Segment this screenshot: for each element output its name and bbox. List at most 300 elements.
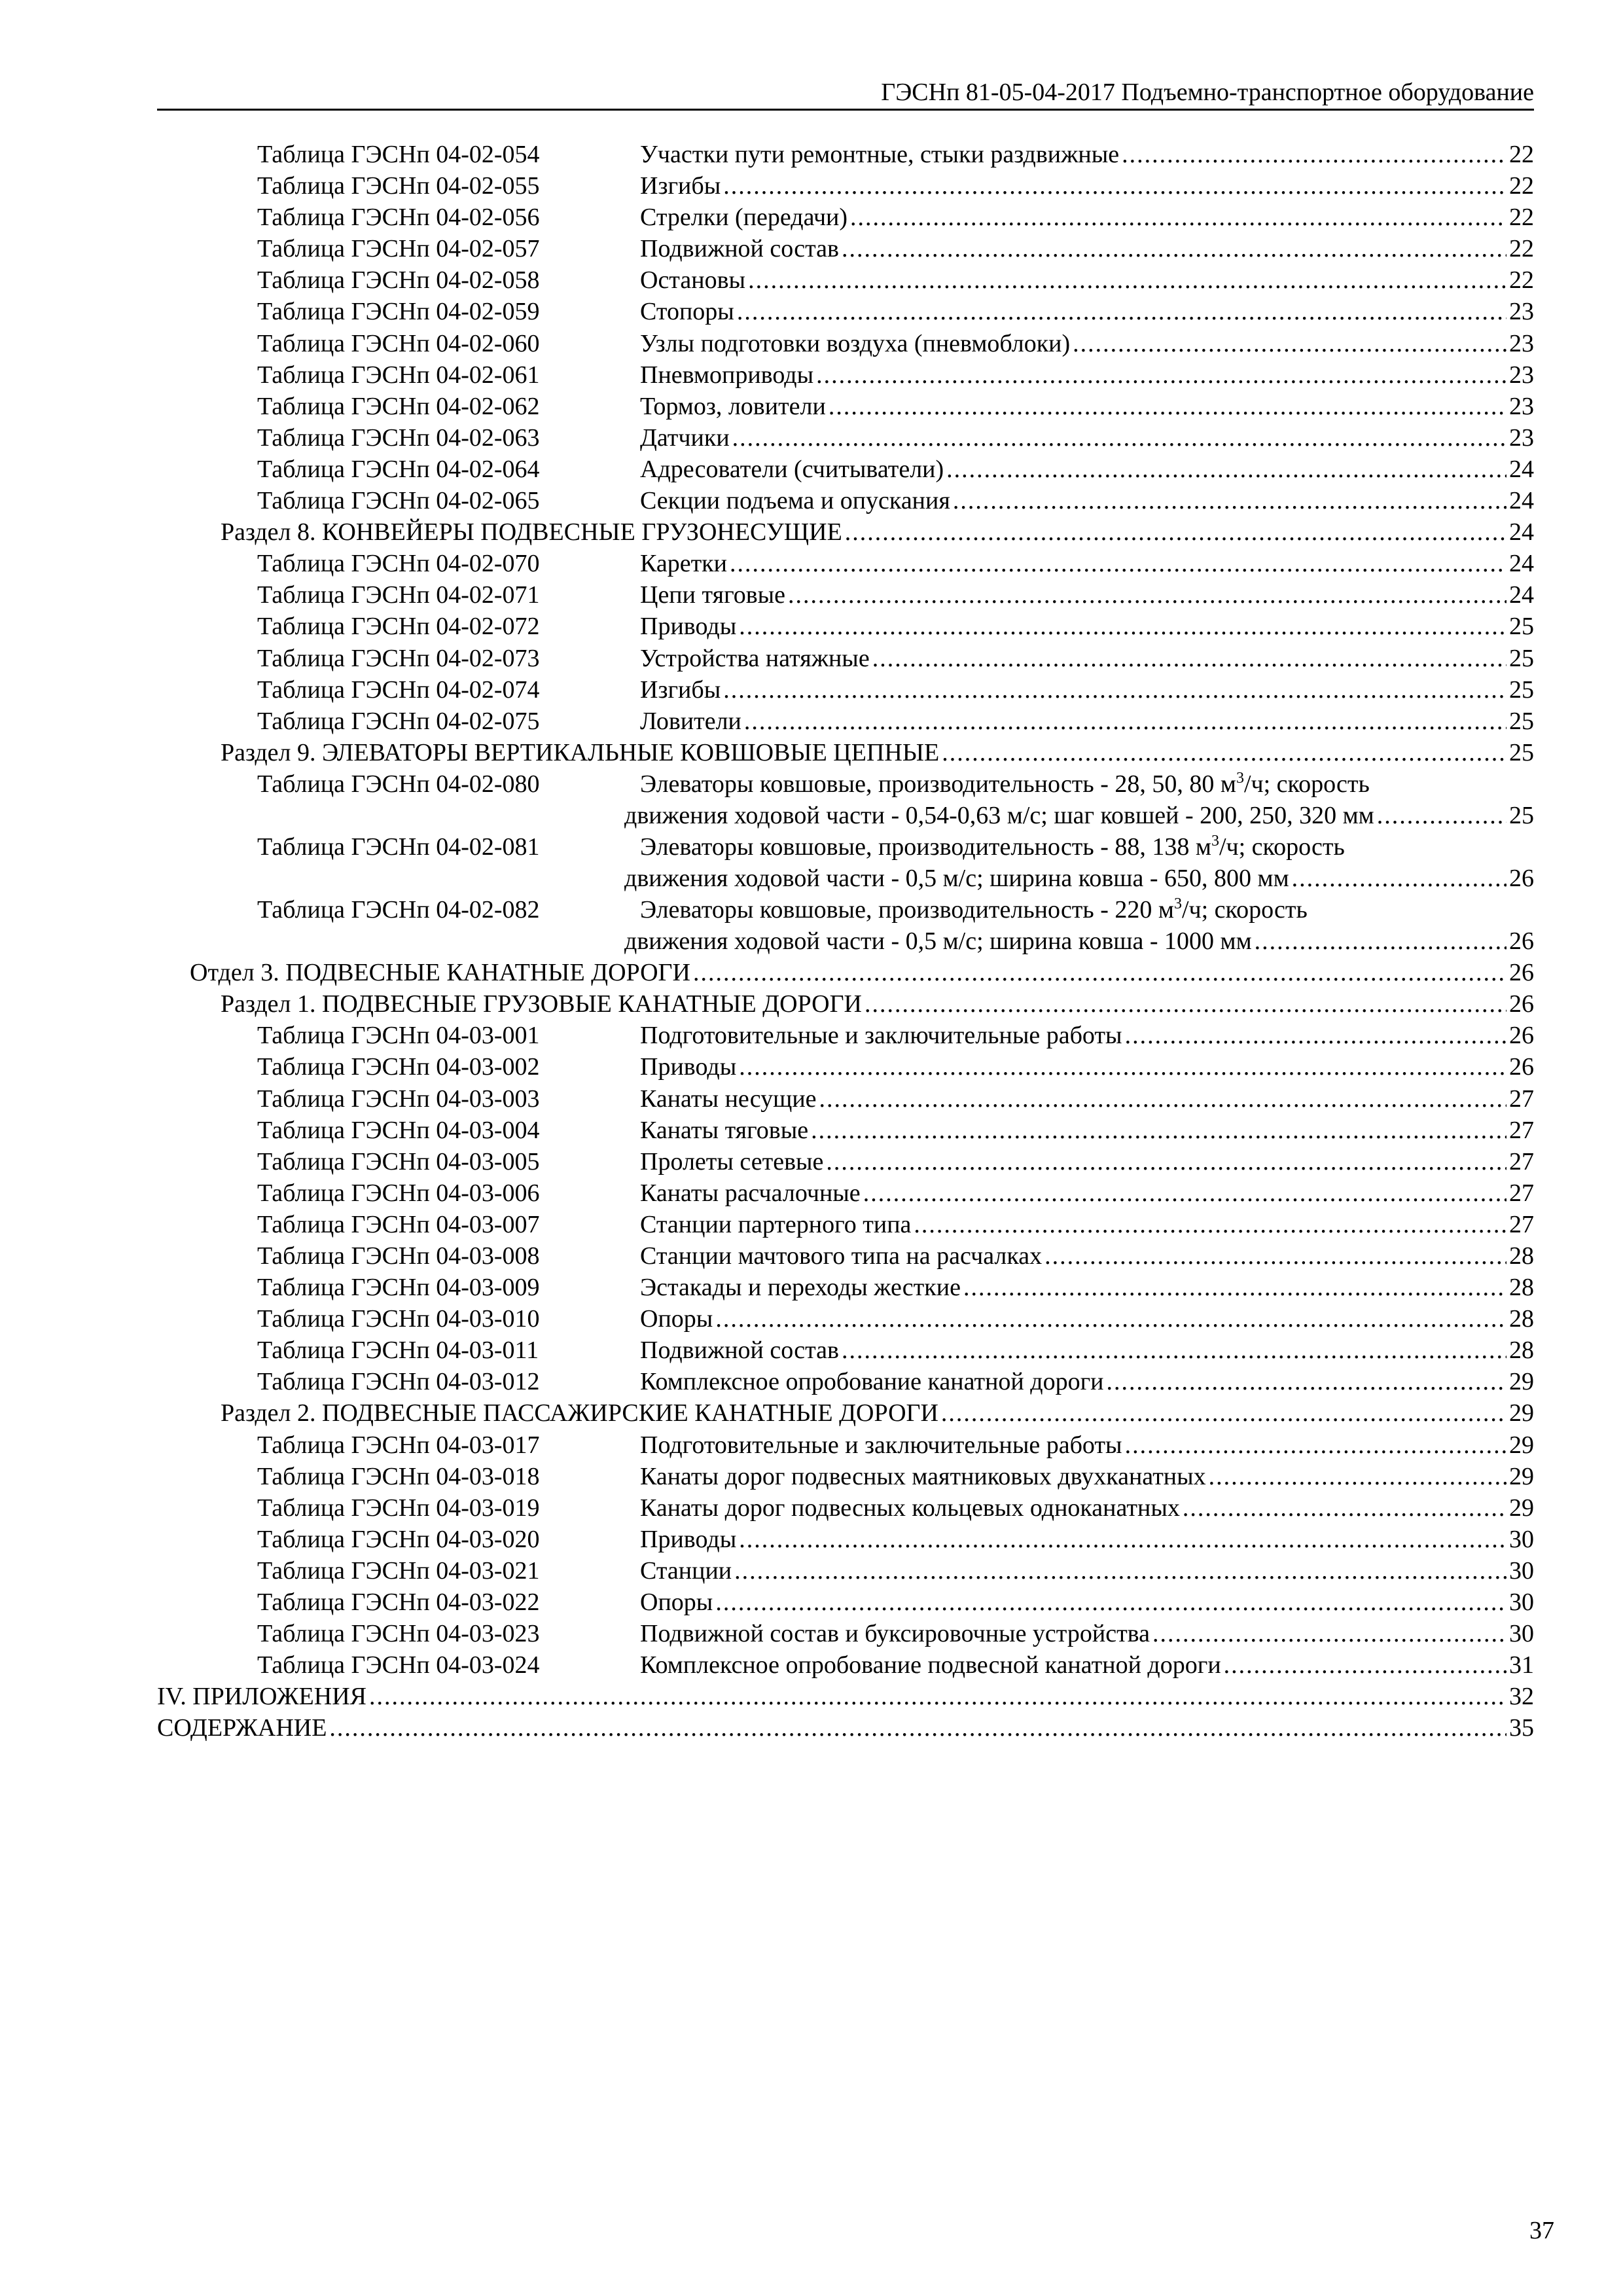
toc-leader-dots [946,454,1507,485]
toc-title-part: Элеваторы ковшовые, производительность - 88, 138 м [640,833,1211,861]
toc-leader-dots [1122,139,1507,170]
toc-entry-title: Подвижной состав и буксировочные устройства [640,1618,1152,1649]
toc-entry-title: Приводы [640,1524,739,1555]
toc-leader-group [640,485,1534,516]
toc-entry [0,1051,1623,1083]
toc-page-number: 28 [1509,1336,1534,1365]
toc-entry [0,1492,1623,1524]
toc-entry-title: Стопоры [640,296,737,327]
toc-page-number: 29 [1509,1399,1534,1427]
toc-table-code: Таблица ГЭСНп 04-03-010 [257,1305,540,1333]
toc-entry-title: Эстакады и переходы жесткие [640,1272,963,1303]
header-rule [157,109,1534,111]
toc-leader-group [640,1146,1534,1177]
toc-entry-title: Раздел 1. ПОДВЕСНЫЕ ГРУЗОВЫЕ КАНАТНЫЕ ДОРОГИ [221,988,865,1020]
toc-entry [0,957,1623,988]
running-header: ГЭСНп 81-05-04-2017 Подъемно-транспортное оборудование [881,79,1534,106]
toc-leader-group [640,233,1534,264]
toc-title-part: /ч; скорость [1181,896,1308,924]
table-of-contents [0,139,1623,1744]
toc-page-number: 23 [1509,423,1534,452]
toc-entry-title-line1 [640,768,1370,800]
toc-page-number: 26 [1509,1053,1534,1081]
toc-entry [0,1240,1623,1272]
toc-leader-dots [819,1083,1507,1115]
toc-title-part: /ч; скорость [1219,833,1345,861]
toc-entry [0,706,1623,737]
toc-leader-group [640,422,1534,454]
toc-page-number: 23 [1509,361,1534,389]
toc-leader-group [640,1587,1534,1618]
toc-entry-title: Подвижной состав [640,233,842,264]
toc-entry-title: СОДЕРЖАНИЕ [157,1712,329,1744]
toc-leader-dots [865,988,1507,1020]
toc-page-number: 27 [1509,1210,1534,1238]
toc-entry-title: Подготовительные и заключительные работы [640,1020,1125,1051]
toc-leader-dots [842,233,1507,264]
toc-page-number: 28 [1509,1305,1534,1333]
toc-entry [0,296,1623,327]
toc-leader-dots [850,202,1507,233]
toc-entry [0,1020,1623,1051]
toc-entry-title: Стрелки (передачи) [640,202,850,233]
toc-leader-group [640,1051,1534,1083]
toc-entry [0,233,1623,264]
toc-title-superscript: 3 [1211,832,1219,850]
toc-table-code: Таблица ГЭСНп 04-03-020 [257,1525,540,1553]
toc-entry [0,1712,1623,1744]
toc-page-number: 24 [1509,455,1534,483]
toc-leader-group [221,737,1534,768]
toc-title-superscript: 3 [1236,769,1244,787]
toc-leader-dots [1183,1492,1507,1524]
toc-entry-title: Остановы [640,264,748,296]
toc-page-number: 22 [1509,266,1534,295]
toc-page-number: 23 [1509,298,1534,326]
toc-page-number: 30 [1509,1525,1534,1553]
toc-leader-group [640,1303,1534,1335]
toc-leader-dots [941,1397,1507,1429]
toc-leader-dots [1125,1020,1507,1051]
toc-entry-title: Отдел 3. ПОДВЕСНЫЕ КАНАТНЫЕ ДОРОГИ [190,957,693,988]
toc-title-part: Элеваторы ковшовые, производительность - 28, 50, 80 м [640,770,1236,798]
toc-entry [0,579,1623,611]
toc-page-number: 26 [1509,990,1534,1018]
toc-entry [0,359,1623,391]
toc-leader-dots [1044,1240,1507,1272]
toc-entry [0,1272,1623,1303]
toc-page-number: 29 [1509,1431,1534,1459]
toc-page-number: 35 [1509,1714,1534,1742]
toc-table-code: Таблица ГЭСНп 04-03-017 [257,1431,540,1459]
toc-leader-group [190,957,1534,988]
toc-entry-title: движения ходовой части - 0,54-0,63 м/с; шаг ковшей - 200, 250, 320 мм [624,800,1377,831]
toc-entry-line [0,768,1623,800]
toc-leader-group [640,1366,1534,1397]
toc-table-code: Таблица ГЭСНп 04-02-054 [257,141,540,168]
toc-leader-group [640,1461,1534,1492]
toc-page-number: 26 [1509,1022,1534,1050]
toc-entry-title: Узлы подготовки воздуха (пневмоблоки) [640,328,1073,359]
toc-leader-group [640,548,1534,579]
toc-leader-dots [842,1335,1507,1366]
toc-title-part: Элеваторы ковшовые, производительность - 220 м [640,896,1174,924]
toc-table-code: Таблица ГЭСНп 04-02-057 [257,235,540,263]
toc-page-number: 28 [1509,1242,1534,1270]
toc-entry-title: Датчики [640,422,732,454]
toc-leader-group [640,643,1534,674]
toc-entry-title: Комплексное опробование канатной дороги [640,1366,1107,1397]
toc-table-code: Таблица ГЭСНп 04-03-024 [257,1651,540,1679]
toc-entry-title: Пневмоприводы [640,359,816,391]
toc-page-number: 27 [1509,1179,1534,1207]
toc-entry [0,1397,1623,1429]
toc-table-code: Таблица ГЭСНп 04-03-023 [257,1620,540,1648]
toc-leader-group [640,202,1534,233]
toc-page-number: 24 [1509,518,1534,547]
toc-leader-group [640,296,1534,327]
toc-leader-group [221,516,1534,548]
toc-table-code: Таблица ГЭСНп 04-02-064 [257,455,540,483]
toc-leader-group [640,454,1534,485]
toc-page-number: 22 [1509,141,1534,168]
toc-leader-dots [739,1051,1507,1083]
toc-leader-dots [730,548,1507,579]
toc-leader-group [640,706,1534,737]
toc-entry [0,674,1623,706]
toc-leader-dots [1107,1366,1507,1397]
toc-leader-dots [963,1272,1507,1303]
toc-entry-title: Раздел 2. ПОДВЕСНЫЕ ПАССАЖИРСКИЕ КАНАТНЫЕ ДОРОГИ [221,1397,941,1429]
toc-entry-title: движения ходовой части - 0,5 м/с; ширина ковша - 650, 800 мм [624,863,1292,894]
toc-leader-group [640,611,1534,642]
toc-page-number: 30 [1509,1556,1534,1585]
toc-page-number: 29 [1509,1494,1534,1522]
toc-leader-dots [788,579,1507,611]
toc-page-number: 25 [1509,738,1534,766]
toc-entry-line [0,925,1623,957]
toc-page-number: 32 [1509,1683,1534,1711]
toc-entry [0,1524,1623,1555]
toc-table-code: Таблица ГЭСНп 04-02-070 [257,550,540,578]
toc-leader-dots [845,516,1507,548]
toc-table-code: Таблица ГЭСНп 04-02-055 [257,172,540,200]
toc-table-code: Таблица ГЭСНп 04-02-073 [257,644,540,672]
toc-entry-title: Канаты дорог подвесных маятниковых двухканатных [640,1461,1209,1492]
toc-table-code: Таблица ГЭСНп 04-02-058 [257,266,540,295]
toc-entry [0,1587,1623,1618]
toc-entry-title: Изгибы [640,170,723,202]
toc-table-code: Таблица ГЭСНп 04-03-001 [257,1022,540,1050]
toc-entry [0,1461,1623,1492]
toc-leader-dots [744,706,1507,737]
toc-page-number: 24 [1509,550,1534,578]
toc-entry-title: Станции мачтового типа на расчалках [640,1240,1044,1272]
toc-page-number: 22 [1509,204,1534,232]
toc-table-code: Таблица ГЭСНп 04-02-056 [257,204,540,232]
toc-page-number: 25 [1509,613,1534,641]
toc-table-code: Таблица ГЭСНп 04-02-080 [257,770,540,798]
toc-entry [0,548,1623,579]
toc-leader-dots [942,737,1507,768]
toc-entry-title: Приводы [640,1051,739,1083]
toc-leader-dots [748,264,1507,296]
toc-entry-title: Комплексное опробование подвесной канатной дороги [640,1649,1224,1681]
toc-leader-dots [1125,1429,1507,1461]
toc-page-number: 24 [1509,487,1534,515]
toc-table-code: Таблица ГЭСНп 04-03-007 [257,1210,540,1238]
toc-leader-dots [739,611,1507,642]
toc-entry-title: Секции подъема и опускания [640,485,953,516]
toc-entry-title: Подготовительные и заключительные работы [640,1429,1125,1461]
toc-leader-dots [1209,1461,1507,1492]
toc-leader-dots [829,391,1507,422]
toc-page-number: 22 [1509,235,1534,263]
toc-page-number: 23 [1509,329,1534,357]
toc-leader-dots [914,1209,1507,1240]
toc-entry-title: Канаты тяговые [640,1115,811,1146]
toc-leader-group [640,1083,1534,1115]
toc-page-number: 28 [1509,1274,1534,1302]
toc-entry [0,1083,1623,1115]
toc-leader-group [157,1681,1534,1712]
toc-entry [0,1429,1623,1461]
toc-leader-dots [811,1115,1507,1146]
toc-table-code: Таблица ГЭСНп 04-02-072 [257,613,540,641]
toc-entry [0,988,1623,1020]
toc-leader-group [624,863,1534,894]
toc-entry [0,391,1623,422]
toc-table-code: Таблица ГЭСНп 04-03-012 [257,1368,540,1396]
toc-title-superscript: 3 [1173,895,1182,913]
toc-entry-title: Канаты несущие [640,1083,819,1115]
toc-table-code: Таблица ГЭСНп 04-02-082 [257,896,540,924]
toc-leader-group [221,1397,1534,1429]
toc-page-number: 27 [1509,1147,1534,1175]
toc-entry-title: Цепи тяговые [640,579,788,611]
toc-leader-dots [1292,863,1507,894]
toc-leader-group [640,1429,1534,1461]
toc-entry [0,611,1623,642]
toc-leader-group [221,988,1534,1020]
toc-leader-dots [1152,1618,1507,1649]
toc-page-number: 31 [1509,1651,1534,1679]
toc-entry [0,1303,1623,1335]
toc-leader-dots [816,359,1507,391]
toc-entry-title-line1 [640,894,1308,925]
toc-entry-line [0,863,1623,894]
toc-entry-title: Станции [640,1555,734,1587]
toc-page-number: 26 [1509,864,1534,892]
toc-entry [0,1209,1623,1240]
toc-leader-dots [723,170,1507,202]
toc-leader-group [640,1240,1534,1272]
toc-table-code: Таблица ГЭСНп 04-03-004 [257,1116,540,1144]
toc-leader-dots [715,1303,1507,1335]
toc-entry-title: Раздел 8. КОНВЕЙЕРЫ ПОДВЕСНЫЕ ГРУЗОНЕСУЩИЕ [221,516,845,548]
toc-entry-title: Устройства натяжные [640,643,872,674]
toc-entry [0,170,1623,202]
toc-page-number: 22 [1509,172,1534,200]
toc-page-number: 25 [1509,707,1534,735]
toc-table-code: Таблица ГЭСНп 04-03-009 [257,1274,540,1302]
toc-leader-group [640,674,1534,706]
toc-entry [0,1555,1623,1587]
toc-entry [0,643,1623,674]
toc-entry [0,485,1623,516]
toc-entry-title: Изгибы [640,674,723,706]
toc-leader-group [640,1020,1534,1051]
toc-leader-group [640,328,1534,359]
toc-entry-title: Канаты расчалочные [640,1177,863,1209]
toc-page-number: 26 [1509,927,1534,956]
toc-page-number: 25 [1509,644,1534,672]
toc-entry [0,1618,1623,1649]
toc-table-code: Таблица ГЭСНп 04-03-002 [257,1053,540,1081]
toc-page-number: 23 [1509,392,1534,420]
toc-table-code: Таблица ГЭСНп 04-03-003 [257,1085,540,1113]
toc-entry-title: Опоры [640,1587,715,1618]
toc-leader-dots [1073,328,1507,359]
toc-entry-title: Ловители [640,706,744,737]
toc-leader-dots [732,422,1507,454]
toc-entry-title-line1 [640,831,1345,863]
toc-page-number: 30 [1509,1620,1534,1648]
toc-leader-dots [739,1524,1507,1555]
toc-table-code: Таблица ГЭСНп 04-03-005 [257,1147,540,1175]
toc-leader-group [640,1272,1534,1303]
toc-leader-group [640,170,1534,202]
toc-entry-title: движения ходовой части - 0,5 м/с; ширина ковша - 1000 мм [624,925,1255,957]
toc-entry-title: Пролеты сетевые [640,1146,826,1177]
toc-table-code: Таблица ГЭСНп 04-03-019 [257,1494,540,1522]
toc-table-code: Таблица ГЭСНп 04-03-018 [257,1462,540,1490]
toc-entry-line [0,894,1623,925]
toc-leader-group [640,1335,1534,1366]
toc-entry-title: Адресователи (считыватели) [640,454,946,485]
toc-entry [0,516,1623,548]
toc-leader-group [624,925,1534,957]
toc-entry [0,1681,1623,1712]
toc-entry-title: IV. ПРИЛОЖЕНИЯ [157,1681,369,1712]
toc-table-code: Таблица ГЭСНп 04-02-071 [257,581,540,609]
toc-leader-group [624,800,1534,831]
toc-leader-dots [863,1177,1507,1209]
toc-leader-dots [715,1587,1507,1618]
toc-entry-title: Раздел 9. ЭЛЕВАТОРЫ ВЕРТИКАЛЬНЫЕ КОВШОВЫЕ ЦЕПНЫЕ [221,737,942,768]
toc-entry [0,1177,1623,1209]
toc-leader-dots [734,1555,1507,1587]
toc-leader-group [640,1492,1534,1524]
toc-entry [0,328,1623,359]
toc-table-code: Таблица ГЭСНп 04-03-021 [257,1556,540,1585]
toc-leader-group [640,359,1534,391]
toc-leader-dots [1224,1649,1507,1681]
toc-table-code: Таблица ГЭСНп 04-03-022 [257,1588,540,1617]
toc-leader-dots [693,957,1507,988]
toc-entry [0,1649,1623,1681]
toc-title-part: /ч; скорость [1243,770,1370,798]
toc-table-code: Таблица ГЭСНп 04-03-011 [257,1336,539,1365]
toc-entry [0,737,1623,768]
toc-page-number: 27 [1509,1085,1534,1113]
toc-table-code: Таблица ГЭСНп 04-02-061 [257,361,540,389]
toc-page-number: 30 [1509,1588,1534,1617]
toc-entry-title: Приводы [640,611,739,642]
toc-table-code: Таблица ГЭСНп 04-02-060 [257,329,540,357]
toc-entry [0,1366,1623,1397]
toc-entry-title: Подвижной состав [640,1335,842,1366]
toc-table-code: Таблица ГЭСНп 04-02-074 [257,675,540,704]
toc-page-number: 29 [1509,1462,1534,1490]
toc-leader-dots [1377,800,1507,831]
toc-leader-group [640,264,1534,296]
toc-entry [0,139,1623,170]
toc-table-code: Таблица ГЭСНп 04-02-065 [257,487,540,515]
toc-page-number: 25 [1509,801,1534,829]
toc-page-number: 25 [1509,675,1534,704]
toc-entry-title: Каретки [640,548,730,579]
toc-table-code: Таблица ГЭСНп 04-03-006 [257,1179,540,1207]
toc-leader-group [640,1115,1534,1146]
toc-leader-group [640,1209,1534,1240]
toc-leader-group [640,1618,1534,1649]
toc-entry-line [0,831,1623,863]
toc-entry-title: Тормоз, ловители [640,391,829,422]
toc-entry [0,264,1623,296]
toc-leader-group [157,1712,1534,1744]
toc-leader-group [640,1177,1534,1209]
toc-entry [0,1335,1623,1366]
toc-entry [0,454,1623,485]
toc-table-code: Таблица ГЭСНп 04-02-062 [257,392,540,420]
toc-leader-dots [723,674,1507,706]
toc-leader-dots [872,643,1507,674]
toc-table-code: Таблица ГЭСНп 04-02-059 [257,298,540,326]
toc-table-code: Таблица ГЭСНп 04-03-008 [257,1242,540,1270]
toc-leader-dots [826,1146,1507,1177]
toc-leader-group [640,1649,1534,1681]
toc-leader-dots [953,485,1507,516]
toc-leader-dots [329,1712,1507,1744]
toc-table-code: Таблица ГЭСНп 04-02-081 [257,833,540,861]
toc-entry-line [0,800,1623,831]
toc-entry-title: Станции партерного типа [640,1209,914,1240]
toc-page-number: 27 [1509,1116,1534,1144]
page-number: 37 [1529,2217,1554,2244]
toc-leader-dots [1255,925,1507,957]
toc-entry-title: Опоры [640,1303,715,1335]
toc-leader-group [640,579,1534,611]
toc-page-number: 26 [1509,959,1534,987]
toc-leader-group [640,1524,1534,1555]
toc-entry [0,202,1623,233]
toc-page-number: 24 [1509,581,1534,609]
toc-entry [0,1115,1623,1146]
toc-leader-group [640,1555,1534,1587]
toc-entry-title: Канаты дорог подвесных кольцевых одноканатных [640,1492,1183,1524]
toc-leader-dots [737,296,1507,327]
toc-leader-dots [369,1681,1507,1712]
toc-leader-group [640,139,1534,170]
toc-page-number: 29 [1509,1368,1534,1396]
toc-leader-group [640,391,1534,422]
toc-entry [0,422,1623,454]
toc-entry [0,1146,1623,1177]
toc-entry-title: Участки пути ремонтные, стыки раздвижные [640,139,1122,170]
toc-table-code: Таблица ГЭСНп 04-02-075 [257,707,540,735]
toc-table-code: Таблица ГЭСНп 04-02-063 [257,423,540,452]
